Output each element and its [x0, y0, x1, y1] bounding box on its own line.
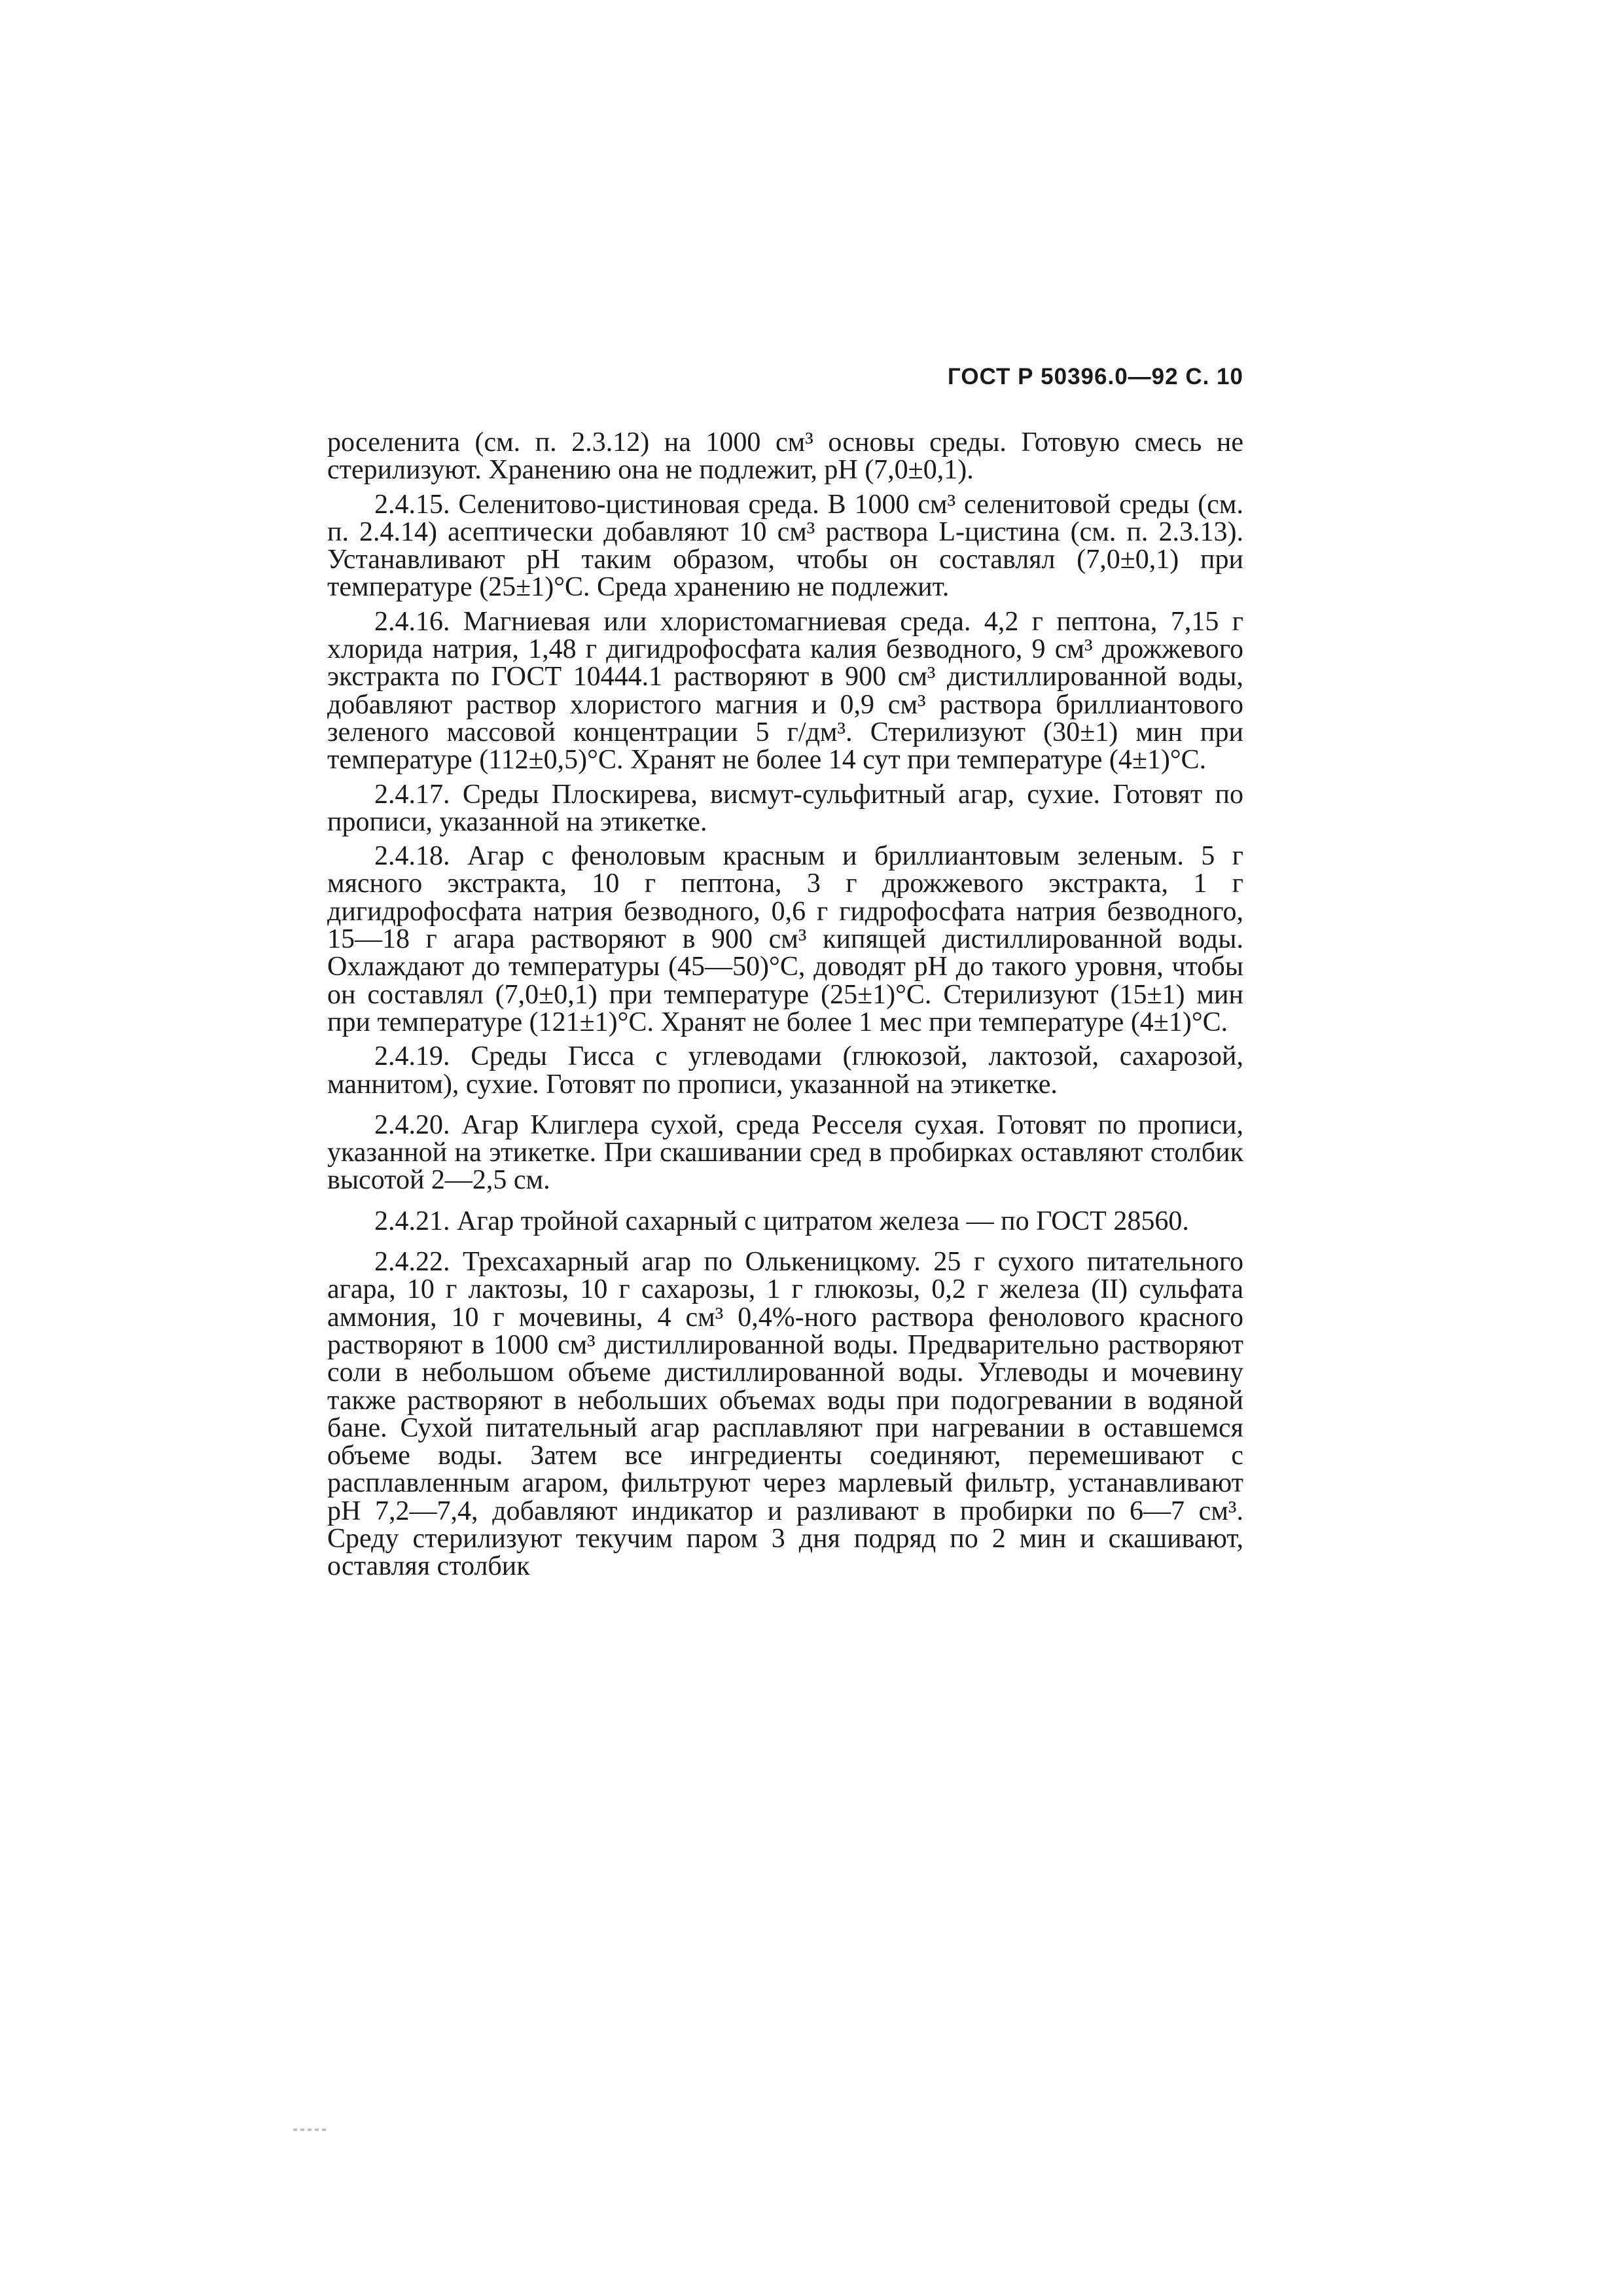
paragraph-2-4-22: 2.4.22. Трехсахарный агар по Олькеницкому. 25 г сухого питательного агара, 10 г лактозы, 10 г сахарозы, 1 г глюкозы, 0,2 г железа (II) сульфата аммония, 10 г мочевины, 4 см³ 0,4%-ного раствора фенолового красного растворяют в 1000 см³ дистиллированной воды. Предварительно растворяют соли в небольшом объеме дистиллированной воды. Углеводы и мочевину также растворяют в небольших объемах воды при подогревании в водяной бане. Сухой питательный агар расплавляют при нагревании в оставшемся объеме воды. Затем все ингредиенты соединяют, перемешивают с расплавленным агаром, фильтруют через марлевый фильтр, устанавливают pH 7,2—7,4, добавляют индикатор и разливают в пробирки по 6—7 см³. Среду стерилизуют текучим паром 3 дня подряд по 2 мин и скашивают, оставляя столбик — [327, 1247, 1243, 1582]
paragraph-2-4-19: 2.4.19. Среды Гисса с углеводами (глюкозой, лактозой, сахарозой, маннитом), сухие. Готовят по прописи, указанной на этикетке. — [327, 1041, 1243, 1100]
paragraph-2-4-20: 2.4.20. Агар Клиглера сухой, среда Ресселя сухая. Готовят по прописи, указанной на этикетке. При скашивании сред в пробирках оставляют столбик высотой 2—2,5 см. — [327, 1109, 1243, 1196]
page-header: ГОСТ Р 50396.0—92 С. 10 — [947, 364, 1243, 389]
paragraph-2-4-18: 2.4.18. Агар с феноловым красным и бриллиантовым зеленым. 5 г мясного экстракта, 10 г пептона, 3 г дрожжевого экстракта, 1 г дигидрофосфата натрия безводного, 0,6 г гидрофосфата натрия безводного, 15—18 г агара растворяют в 900 см³ кипящей дистиллированной воды. Охлаждают до температуры (45—50)°С, доводят pH до такого уровня, чтобы он составлял (7,0±0,1) при температуре (25±1)°С. Стерилизуют (15±1) мин при температуре (121±1)°С. Хранят не более 1 мес при температуре (4±1)°С. — [327, 841, 1243, 1037]
paragraph-continuation: роселенита (см. п. 2.3.12) на 1000 см³ основы среды. Готовую смесь не стерилизуют. Хранению она не подлежит, pH (7,0±0,1). — [327, 427, 1243, 486]
paragraph-2-4-15: 2.4.15. Селенитово-цистиновая среда. В 1000 см³ селенитовой среды (см. п. 2.4.14) асептически добавляют 10 см³ раствора L-цистина (см. п. 2.3.13). Устанавливают pH таким образом, чтобы он составлял (7,0±0,1) при температуре (25±1)°С. Среда хранению не подлежит. — [327, 489, 1243, 603]
paragraph-2-4-17: 2.4.17. Среды Плоскирева, висмут-сульфитный агар, сухие. Готовят по прописи, указанной на этикетке. — [327, 779, 1243, 837]
paragraph-2-4-21: 2.4.21. Агар тройной сахарный с цитратом железа — по ГОСТ 28560. — [374, 1206, 1189, 1236]
paragraph-2-4-16: 2.4.16. Магниевая или хлористомагниевая среда. 4,2 г пептона, 7,15 г хлорида натрия, 1,48 г дигидрофосфата калия безводного, 9 см³ дрожжевого экстракта по ГОСТ 10444.1 растворяют в 900 см³ дистиллированной воды, добавляют раствор хлористого магния и 0,9 см³ раствора бриллиантового зеленого массовой концентрации 5 г/дм³. Стерилизуют (30±1) мин при температуре (112±0,5)°С. Хранят не более 14 сут при температуре (4±1)°С. — [327, 606, 1243, 776]
document-body — [327, 429, 1243, 1581]
scan-artifact-mark — [293, 2128, 327, 2131]
